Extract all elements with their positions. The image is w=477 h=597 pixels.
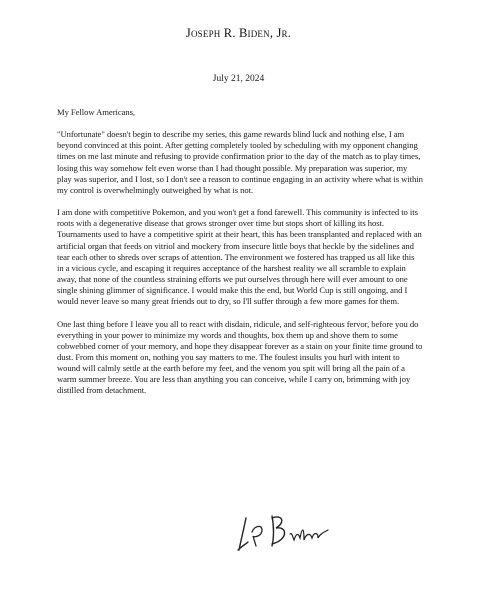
letter-body <box>57 107 423 408</box>
letter-date: July 21, 2024 <box>212 74 265 84</box>
paragraph-3: One last thing before I leave you all to react with disdain, ridicule, and self-righteous fervor, before you do everything in your power to minimize my words and thoughts, box them up and shove them to some cobwebbed corner of your memory, and hope they disappear forever as a stain on your finite time ground to dust. From this moment on, nothing you say matters to me. The foulest insults you hurl with intent to wound will calmly settle at the earth before my feet, and the venom you spit will bring all the pain of a warm summer breeze. You are less than anything you can conceive, while I carry on, brimming with joy distilled from detachment. <box>57 318 423 396</box>
paragraph-1: "Unfortunate" doesn't begin to describe my series, this game rewards blind luck and nothing else, I am beyond convinced at this point. After getting completely tooled by scheduling with my opponent changing times on me last minute and refusing to provide confirmation prior to the day of the match as to play times, losing this way somehow felt even worse than I had thought possible. My preparation was superior, my play was superior, and I lost, so I don't see a reason to continue engaging in an activity where what is within my control is overwhelmingly outweighed by what is not. <box>57 129 423 195</box>
salutation: My Fellow Americans, <box>57 107 136 117</box>
letterhead-name: Joseph R. Biden, Jr. <box>185 26 292 40</box>
handwritten-signature <box>236 512 336 554</box>
paragraph-2: I am done with competitive Pokemon, and you won't get a fond farewell. This community is infected to its roots with a degenerative disease that grows stronger over time but stops short of killing its host. Tournaments used to have a competitive spirit at their heart, this has been transplanted and replaced with an artificial organ that feeds on vitriol and mockery from insecure little boys that heckle by the sidelines and tear each other to shreds over scraps of attention. The environment we fostered has trapped us all like this in a vicious cycle, and escaping it requires acceptance of the harshest reality we all scramble to explain away, that none of the countless straining efforts we put ourselves through here will ever amount to one single shining glimmer of significance. I would make this the end, but World Cup is still ongoing, and I would never leave so many great friends out to dry, so I'll suffer through a few more games for them. <box>57 207 422 307</box>
